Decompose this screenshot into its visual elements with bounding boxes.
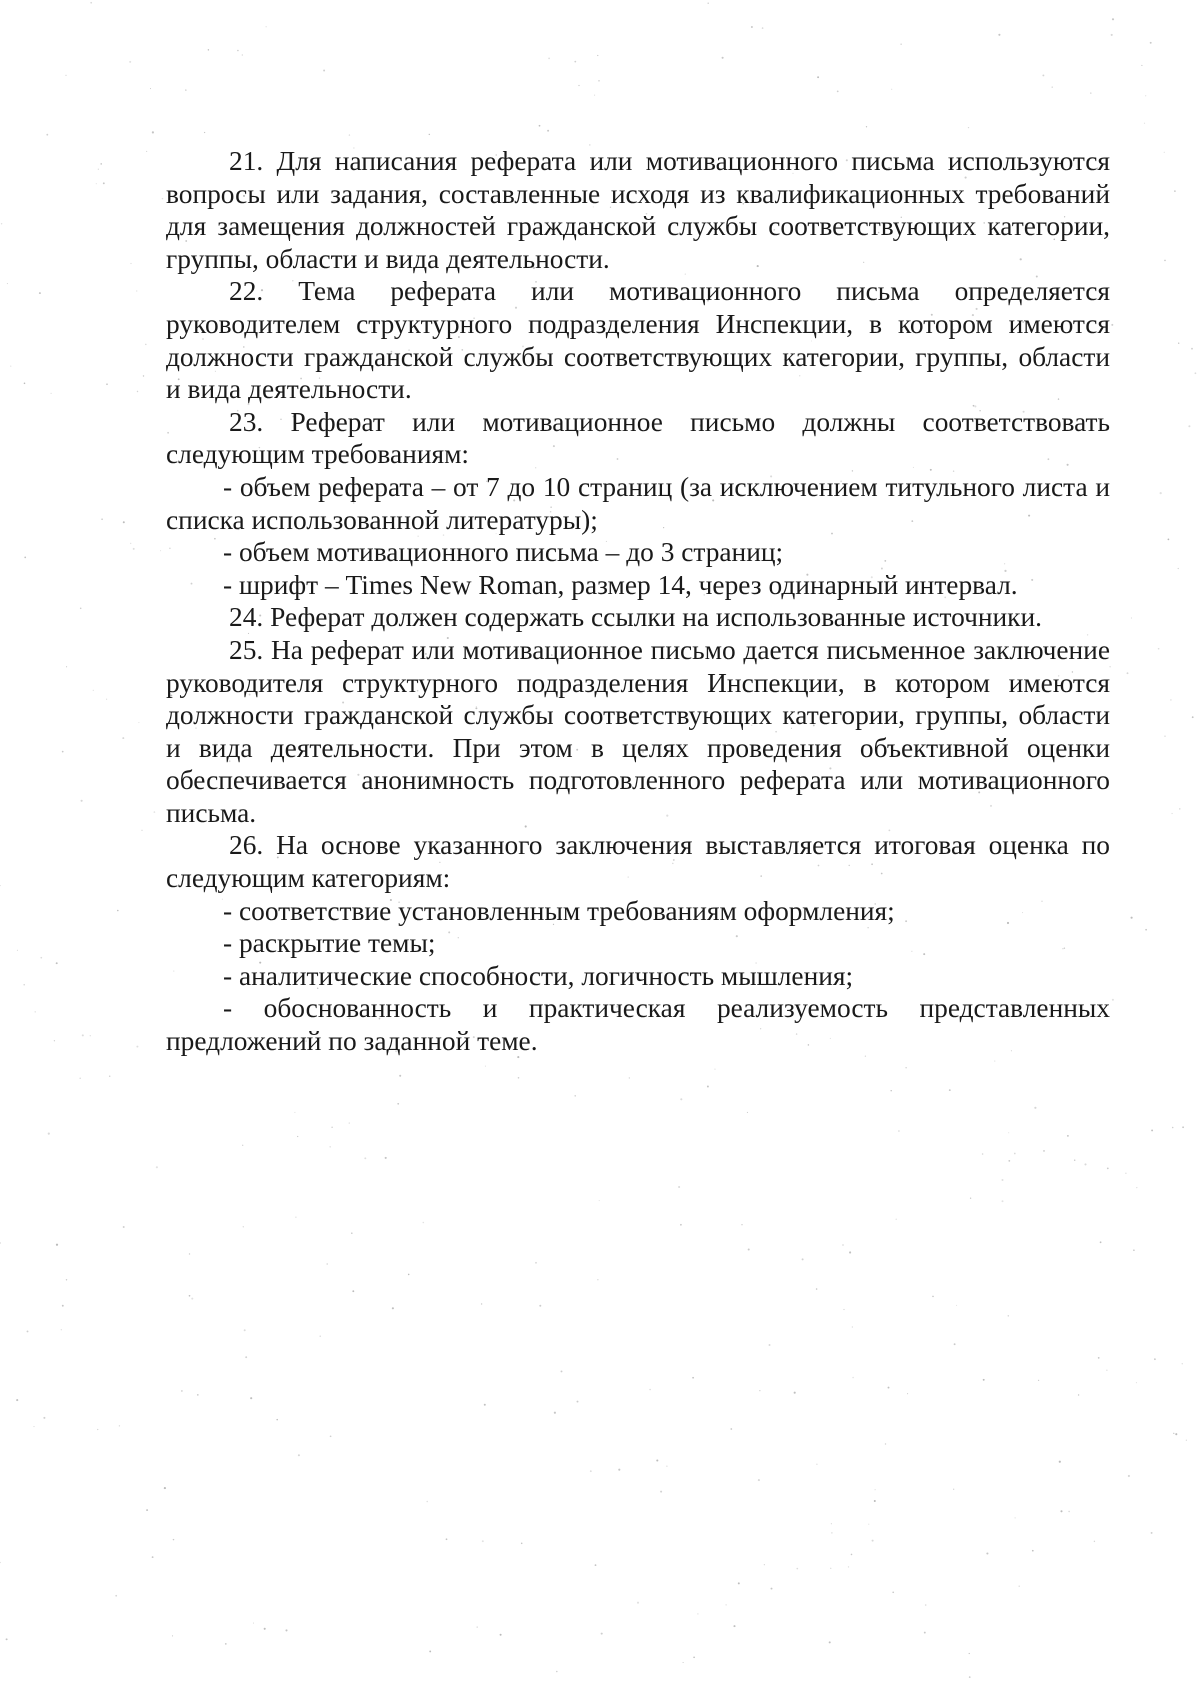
document-body [166, 145, 1110, 1058]
paragraph-24: 24. Реферат должен содержать ссылки на использованные источники. [229, 602, 1042, 633]
requirement-item-volume-letter: - объем мотивационного письма – до 3 страниц; [223, 537, 784, 568]
criteria-item-analytics: - аналитические способности, логичность мышления; [223, 960, 854, 991]
requirement-item-font: - шрифт – Times New Roman, размер 14, через одинарный интервал. [223, 569, 1018, 600]
criteria-item-topic: - раскрытие темы; [223, 928, 436, 959]
criteria-item-feasibility: - обоснованность и практическая реализуемость представленных предложений по заданной теме. [166, 993, 1110, 1057]
paragraph-22: 22. Тема реферата или мотивационного письма определяется руководителем структурного подразделения Инспекции, в котором имеются должности гражданской службы соответствующих категории, группы, области и вида деятельности. [166, 276, 1110, 405]
requirement-item-volume-essay: - объем реферата – от 7 до 10 страниц (за исключением титульного листа и списка использованной литературы); [166, 471, 1110, 535]
paragraph-25: 25. На реферат или мотивационное письмо дается письменное заключение руководителя структурного подразделения Инспекции, в котором имеются должности гражданской службы соответствующих категории, группы, области и вида деятельности. При этом в целях проведения объективной оценки обеспечивается анонимность подготовленного реферата или мотивационного письма. [166, 634, 1110, 828]
paragraph-26: 26. На основе указанного заключения выставляется итоговая оценка по следующим категориям: [166, 830, 1110, 894]
paragraph-23: 23. Реферат или мотивационное письмо должны соответствовать следующим требованиям: [166, 406, 1110, 470]
criteria-item-formatting: - соответствие установленным требованиям оформления; [223, 895, 895, 926]
paragraph-21: 21. Для написания реферата или мотивационного письма используются вопросы или задания, составленные исходя из квалификационных требований для замещения должностей гражданской службы соответствующих категории, группы, области и вида деятельности. [166, 146, 1110, 274]
